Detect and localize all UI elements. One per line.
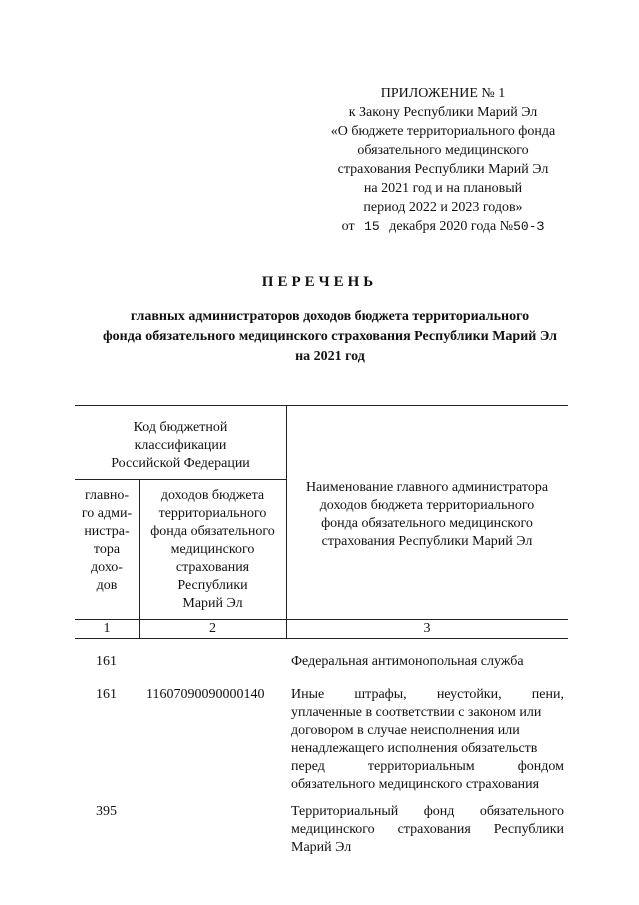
date-prefix: от bbox=[341, 219, 355, 234]
appendix-line: на 2021 год и на плановый bbox=[363, 181, 523, 196]
number-row-bottom-border bbox=[75, 638, 568, 639]
date-day: 15 bbox=[364, 219, 380, 234]
name-word: медицинского bbox=[291, 822, 375, 837]
col1-header-line: тора bbox=[93, 542, 121, 557]
col3-header-line: доходов бюджета территориального bbox=[319, 498, 535, 513]
page-subtitle bbox=[60, 307, 600, 367]
col-number-1: 1 bbox=[103, 621, 111, 636]
admin-code: 161 bbox=[96, 654, 117, 669]
name-word: страхования bbox=[397, 822, 471, 837]
admin-name bbox=[291, 653, 564, 671]
admin-name bbox=[291, 803, 564, 857]
name-line-justified bbox=[291, 758, 564, 776]
name-line: обязательного медицинского страхования bbox=[291, 777, 540, 792]
col1-header bbox=[75, 487, 139, 595]
col3-header-line: страхования Республики Марий Эл bbox=[321, 534, 533, 549]
appendix-line: период 2022 и 2023 годов» bbox=[363, 200, 523, 215]
name-line-justified bbox=[291, 686, 564, 704]
col-number-2: 2 bbox=[209, 621, 216, 636]
col2-header-line: доходов бюджета bbox=[160, 488, 265, 503]
col2-header-line: фонда обязательного bbox=[150, 524, 275, 539]
date-rest: декабря 2020 года № bbox=[389, 219, 514, 234]
income-name bbox=[291, 686, 564, 794]
subtitle-line: главных администраторов доходов бюджета территориального bbox=[130, 309, 530, 324]
col2-header bbox=[139, 487, 286, 613]
col2-header-line: страхования bbox=[175, 560, 250, 575]
col2-header-line: медицинского bbox=[170, 542, 255, 557]
page-title: ПЕРЕЧЕНЬ bbox=[261, 274, 378, 290]
col1-header-line: го адми- bbox=[81, 506, 133, 521]
name-word: территориальным bbox=[367, 759, 475, 774]
name-line: договором в случае неисполнения или bbox=[291, 723, 520, 738]
group-header-line: классификации bbox=[134, 438, 227, 453]
appendix-line: обязательного медицинского bbox=[357, 143, 529, 158]
name-line: Федеральная антимонопольная служба bbox=[291, 654, 524, 669]
col1-header-line: нистра- bbox=[84, 524, 130, 539]
name-word: Республики bbox=[493, 822, 564, 837]
appendix-block bbox=[318, 84, 568, 236]
col1-header-line: дов bbox=[96, 578, 118, 593]
group-header-line: Код бюджетной bbox=[133, 420, 228, 435]
appendix-line: страхования Республики Марий Эл bbox=[337, 162, 549, 177]
col2-header-line: Республики bbox=[177, 578, 248, 593]
table-top-border bbox=[75, 405, 568, 406]
appendix-date-line bbox=[318, 217, 568, 236]
group-header-line: Российской Федерации bbox=[111, 456, 250, 471]
col1-header-line: главно- bbox=[85, 488, 129, 503]
col2-header-line: Марий Эл bbox=[182, 596, 243, 611]
name-line: ненадлежащего исполнения обязательств bbox=[291, 741, 538, 756]
name-word: пени, bbox=[531, 687, 564, 702]
name-word: неустойки, bbox=[436, 687, 502, 702]
name-line-justified bbox=[291, 803, 564, 821]
name-word: фонд bbox=[423, 804, 455, 819]
group-header-divider bbox=[75, 479, 286, 480]
subtitle-line: на 2021 год bbox=[295, 349, 365, 364]
subtitle-line: фонда обязательного медицинского страхования Республики Марий Эл bbox=[102, 329, 558, 344]
col1-header-line: дохо- bbox=[91, 560, 123, 575]
col3-header-line: фонда обязательного медицинского bbox=[321, 516, 533, 531]
name-line: Марий Эл bbox=[291, 840, 352, 855]
name-word: Иные bbox=[291, 687, 325, 702]
admin-code: 161 bbox=[96, 687, 117, 702]
table-header bbox=[75, 405, 568, 639]
name-word: обязательного bbox=[479, 804, 564, 819]
appendix-line: к Закону Республики Марий Эл bbox=[348, 105, 538, 120]
col-number-3: 3 bbox=[423, 621, 431, 636]
income-code: 11607090090000140 bbox=[146, 687, 265, 702]
appendix-heading: ПРИЛОЖЕНИЕ № 1 bbox=[380, 86, 506, 101]
admin-code: 395 bbox=[96, 804, 117, 819]
col2-header-line: территориального bbox=[158, 506, 267, 521]
appendix-line: «О бюджете территориального фонда bbox=[330, 124, 556, 139]
name-line-justified bbox=[291, 821, 564, 839]
name-word: Территориальный bbox=[291, 804, 399, 819]
name-line: уплаченные в соответствии с законом или bbox=[291, 705, 542, 720]
col3-header-line: Наименование главного администратора bbox=[305, 480, 549, 495]
group-header bbox=[75, 419, 286, 473]
name-word: фондом bbox=[517, 759, 564, 774]
law-number: 50-З bbox=[513, 219, 545, 234]
col3-header bbox=[286, 479, 568, 551]
name-word: перед bbox=[291, 759, 325, 774]
name-word: штрафы, bbox=[354, 687, 407, 702]
